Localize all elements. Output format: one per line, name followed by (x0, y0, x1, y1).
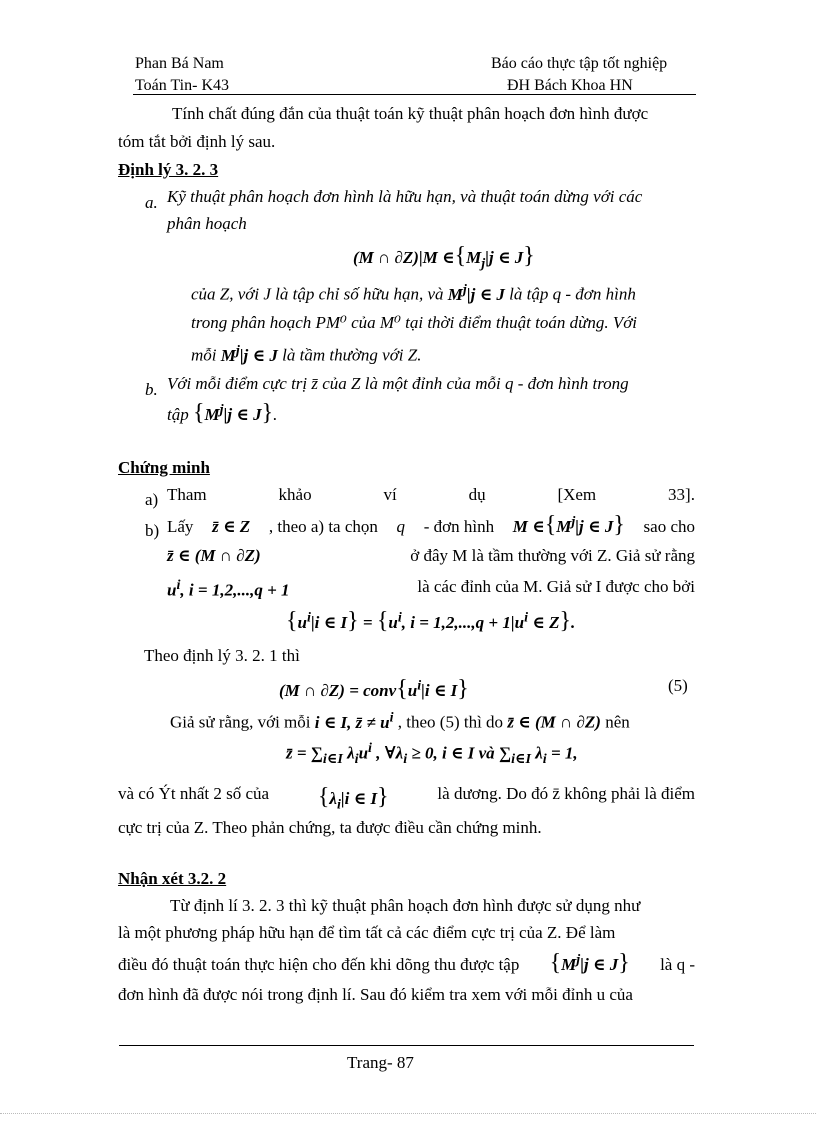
proof-a-line (167, 485, 695, 505)
proof-b-line-3: $u^i$, i = 1,2,...,q + 1 là các đỉnh của M. Giả sử I được cho bởi (167, 577, 695, 600)
theorem-a-line-1: Kỹ thuật phân hoạch đơn hình là hữu hạn, và thuật toán dừng với các (167, 187, 643, 206)
header-class: Toán Tin- K43 (135, 77, 230, 94)
theorem-a-line-3: của Z, với J là tập chỉ số hữu hạn, và $M^j|j$ ∈ J là tập q - đơn hình (191, 281, 636, 304)
header-author: Phan Bá Nam (135, 55, 224, 72)
proof-b-line-2: z̄ ∈ (M ∩ ∂Z) ở đây M là tầm thường với Z. Giả sử rằng (167, 546, 695, 565)
proof-a-word: dụ (468, 485, 486, 504)
page-number: Trang- 87 (347, 1053, 414, 1072)
equation-number: (5) (668, 676, 688, 695)
formula-and: và (478, 743, 495, 763)
theorem-b-line-1: Với mỗi điểm cực trị z̄ của Z là một đỉnh của mỗi q - đơn hình trong (167, 374, 629, 393)
proof-a-word: ví (383, 485, 397, 504)
header-rule (133, 94, 696, 95)
remark-line-1: Từ định lí 3. 2. 3 thì kỹ thuật phân hoạch đơn hình được sử dụng như (170, 896, 641, 915)
header-report: Báo cáo thực tập tốt nghiệp (491, 55, 668, 72)
proof-a-word: [Xem (557, 485, 597, 504)
formula-conv: (M ∩ $\partial Z) = conv\{u^i|i$ ∈ I} (279, 676, 469, 702)
proof-a-word: Tham (167, 485, 207, 504)
proof-assume-pre: Giả sử rằng, với mỗi (170, 712, 311, 732)
proof-assume-post: nên (605, 712, 630, 732)
remark-line-3-post: là q - (660, 955, 695, 974)
proof-b-line-1-pre: Lấy (167, 517, 194, 536)
proof-a-word: khảo (278, 485, 312, 504)
theorem-a-line-5-post: là tầm thường với Z. (282, 345, 422, 365)
proof-conclusion-2: cực trị của Z. Theo phản chứng, ta được điều cần chứng minh. (118, 818, 542, 837)
theorem-a-line-5: mỗi $M^j|j$ ∈ J là tầm thường với Z. (191, 342, 422, 365)
proof-b-line-1: Lấy z̄ ∈ Z , theo a) ta chọn q - đơn hình M $\in\{M^j|j$ ∈ J} sao cho (167, 512, 695, 538)
proof-a-word: 33]. (668, 485, 695, 504)
proof-b-line-1-post: sao cho (643, 517, 695, 536)
remark-line-2: là một phương pháp hữu hạn để tìm tất cả các điểm cực trị của Z. Để làm (118, 923, 616, 942)
proof-a-label: a) (145, 490, 159, 509)
proof-assume: Giả sử rằng, với mỗi i ∈ I, z̄ ≠ $u^i$ , theo (5) thì do z̄ ∈ (M ∩ ∂Z) nên (170, 709, 630, 732)
theorem-b-label: b. (145, 380, 158, 399)
theorem-a-line-4: trong phân hoạch PM⁰ của M⁰ tại thời điểm thuật toán dừng. Với (191, 313, 638, 332)
proof-theo: Theo định lý 3. 2. 1 thì (144, 646, 300, 665)
proof-conclusion-1-post: là dương. Do đó z̄ không phải là điểm (437, 784, 695, 803)
intro-line-1: Tính chất đúng đắn của thuật toán kỹ thuật phân hoạch đơn hình được (172, 104, 649, 123)
proof-title: Chứng minh (118, 458, 210, 477)
remark-line-3: điều đó thuật toán thực hiện cho đến khi dõng thu được tập {$M^j|j$ ∈ J} là q - (118, 950, 695, 976)
page-edge (0, 1113, 816, 1114)
theorem-a-line-3-post: là tập q - đơn hình (509, 284, 636, 304)
theorem-a-line-2: phân hoạch (167, 214, 247, 233)
proof-b-line-1-mid: , theo a) ta chọn (268, 517, 378, 536)
remark-line-4: đơn hình đã được nói trong định lí. Sau đó kiểm tra xem với mỗi đỉnh u của (118, 985, 633, 1004)
proof-conclusion-1: và có Ýt nhất 2 số của {$\lambda_i|i$ ∈ I} là dương. Do đó z̄ không phải là điểm (118, 784, 695, 813)
proof-b-line-3-post: là các đỉnh của M. Giả sử I được cho bởi (417, 577, 695, 596)
theorem-a-line-5-pre: mỗi (191, 345, 217, 365)
proof-assume-mid: , theo (5) thì do (397, 712, 504, 732)
theorem-b-line-2: tập {$M^j|j$ ∈ J}. (167, 400, 278, 426)
theorem-title: Định lý 3. 2. 3 (118, 160, 219, 179)
theorem-a-line-3-pre: của Z, với J là tập chỉ số hữu hạn, và (191, 284, 444, 304)
header-school: ĐH Bách Khoa HN (507, 77, 633, 94)
remark-title: Nhận xét 3.2. 2 (118, 869, 227, 888)
remark-line-3-pre: điều đó thuật toán thực hiện cho đến khi dõng thu được tập (118, 955, 520, 974)
formula-partition: (M ∩ ∂Z)|M $\in\{M_j|j$ ∈ J} (353, 243, 535, 272)
intro-line-2: tóm tắt bởi định lý sau. (118, 132, 276, 151)
proof-b-label: b) (145, 521, 160, 540)
formula-vertex-set: {$u^i|i$ ∈ $I\} = \{u^i$, $i = 1,2,...,q + 1|u^i$ ∈ Z}. (286, 608, 576, 634)
proof-conclusion-1-pre: và có Ýt nhất 2 số của (118, 784, 270, 803)
proof-b-line-1-mid2: - đơn hình (423, 517, 495, 536)
footer-rule (119, 1045, 694, 1046)
theorem-a-label: a. (145, 193, 158, 212)
proof-b-line-2-post: ở đây M là tầm thường với Z. Giả sử rằng (410, 546, 695, 565)
theorem-b-line-2-pre: tập (167, 405, 189, 424)
formula-combination: z̄ = $\sum_{i\in I}$ $\lambda_iu^i$ , $\forall\lambda_i \ge 0$, i ∈ I và $\sum_{i\in I}$ $\lambda_i = 1$, (286, 740, 578, 768)
